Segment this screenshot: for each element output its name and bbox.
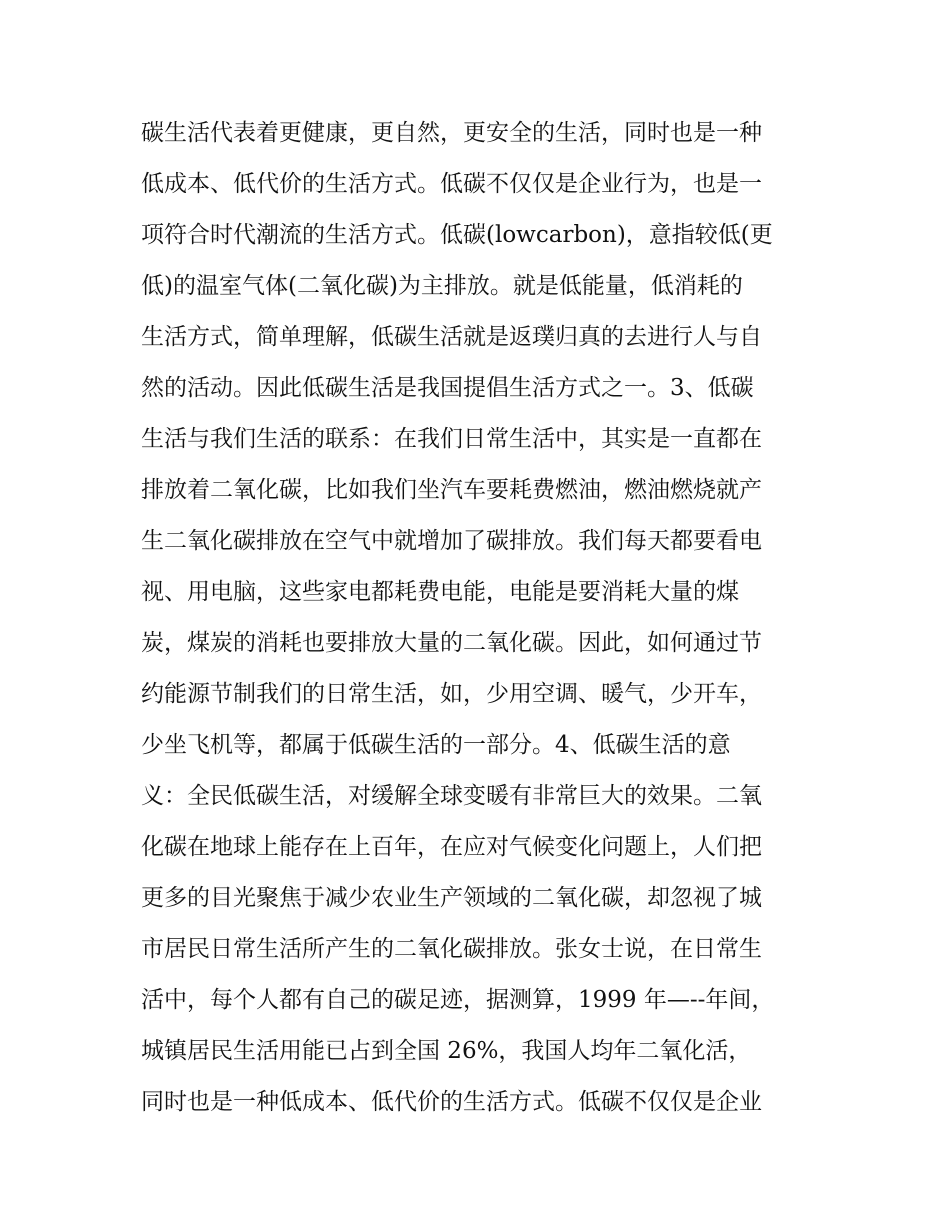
text-line: 活中，每个人都有自己的碳足迹，据测算，1999 年—--年间， [141,987,775,1013]
text-line: 排放着二氧化碳，比如我们坐汽车要耗费燃油，燃油燃烧就产 [141,477,762,503]
text-line: 视、用电脑，这些家电都耗费电能，电能是要消耗大量的煤 [141,579,739,605]
text-line: 炭，煤炭的消耗也要排放大量的二氧化碳。因此，如何通过节 [141,630,762,656]
body-text [141,108,821,1128]
text-line: 少坐飞机等，都属于低碳生活的一部分。4、低碳生活的意 [141,732,731,758]
text-line: 碳生活代表着更健康，更自然，更安全的生活，同时也是一种 [141,120,762,146]
text-line: 低成本、低代价的生活方式。低碳不仅仅是企业行为，也是一 [141,171,762,197]
text-line: 生活方式，简单理解，低碳生活就是返璞归真的去进行人与自 [141,324,762,350]
text-line: 市居民日常生活所产生的二氧化碳排放。张女士说，在日常生 [141,936,762,962]
text-line: 更多的目光聚焦于减少农业生产领域的二氧化碳，却忽视了城 [141,885,762,911]
text-line: 低)的温室气体(二氧化碳)为主排放。就是低能量，低消耗的 [141,273,743,299]
text-line: 生活与我们生活的联系：在我们日常生活中，其实是一直都在 [141,426,762,452]
text-line: 生二氧化碳排放在空气中就增加了碳排放。我们每天都要看电 [141,528,762,554]
text-line: 然的活动。因此低碳生活是我国提倡生活方式之一。3、低碳 [141,375,754,401]
text-line: 义：全民低碳生活，对缓解全球变暖有非常巨大的效果。二氧 [141,783,762,809]
text-line: 项符合时代潮流的生活方式。低碳(lowcarbon)，意指较低(更 [141,222,773,248]
text-line: 化碳在地球上能存在上百年，在应对气候变化问题上，人们把 [141,834,762,860]
text-line: 同时也是一种低成本、低代价的生活方式。低碳不仅仅是企业 [141,1089,762,1115]
text-line: 约能源节制我们的日常生活，如，少用空调、暖气，少开车， [141,681,762,707]
text-line: 城镇居民生活用能已占到全国 26%，我国人均年二氧化活， [141,1038,752,1064]
